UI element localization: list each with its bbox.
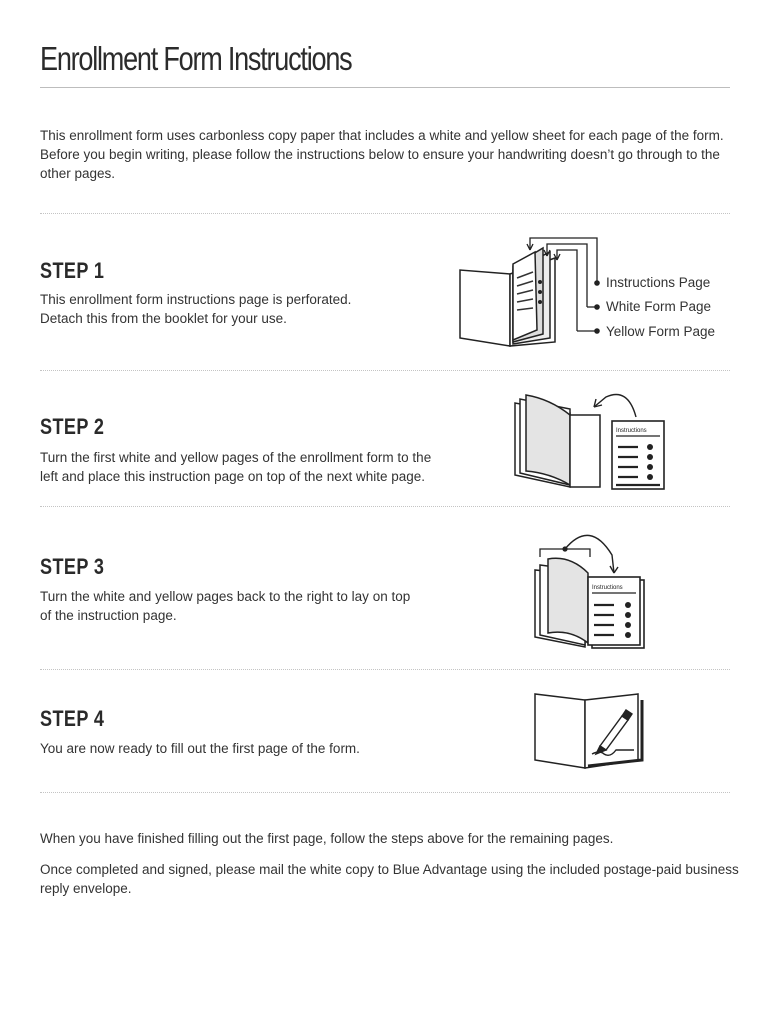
footer-remaining-pages: When you have finished filling out the first page, follow the steps above for the remaining pages. — [40, 831, 614, 846]
step-2-instructions-label: Instructions — [616, 428, 647, 434]
step-3-title: STEP 3 — [40, 554, 105, 579]
legend-white-form-page: White Form Page — [606, 299, 712, 314]
legend-instructions-page: Instructions Page — [606, 275, 711, 290]
footer-mail-instructions: Once completed and signed, please mail the white copy to Blue Advantage using the included postage-paid business reply envelope. — [40, 862, 739, 896]
step-1-text — [40, 290, 351, 328]
step-3-line-2: of the instruction page. — [40, 608, 177, 623]
section-divider — [40, 792, 730, 793]
step-2-line-1: Turn the first white and yellow pages of the enrollment form to the — [40, 450, 432, 465]
step-4-line-1: You are now ready to fill out the first page of the form. — [40, 741, 360, 756]
step-2-title: STEP 2 — [40, 414, 105, 439]
step-2-line-2: left and place this instruction page on top of the next white page. — [40, 469, 426, 484]
step-3-instructions-label: Instructions — [592, 585, 623, 591]
page-title: Enrollment Form Instructions — [40, 40, 352, 77]
step-3-text — [40, 587, 410, 625]
step-1-line-2: Detach this from the booklet for your use. — [40, 311, 287, 326]
section-divider — [40, 213, 730, 214]
section-divider — [40, 370, 730, 371]
section-divider — [40, 669, 730, 670]
step-4-title: STEP 4 — [40, 706, 105, 731]
intro-paragraph: This enrollment form uses carbonless copy paper that includes a white and yellow sheet for each page of the form. Before you begin writing, please follow the instructions below to ensure your handwriting doesn’t go through to the other pages. — [40, 128, 724, 181]
step-2-text — [40, 448, 431, 486]
section-divider — [40, 506, 730, 507]
step-1-title: STEP 1 — [40, 258, 105, 283]
legend-yellow-form-page: Yellow Form Page — [606, 324, 716, 339]
step-4-text — [40, 739, 360, 758]
title-divider — [40, 87, 730, 88]
open-booklet-pen-icon — [530, 688, 650, 778]
step-1-line-1: This enrollment form instructions page is perforated. — [40, 292, 352, 307]
turn-pages-right-icon — [530, 525, 650, 655]
step-3-line-1: Turn the white and yellow pages back to the right to lay on top — [40, 589, 411, 604]
booklet-pages-icon — [455, 230, 605, 355]
turn-pages-left-icon — [510, 385, 670, 495]
